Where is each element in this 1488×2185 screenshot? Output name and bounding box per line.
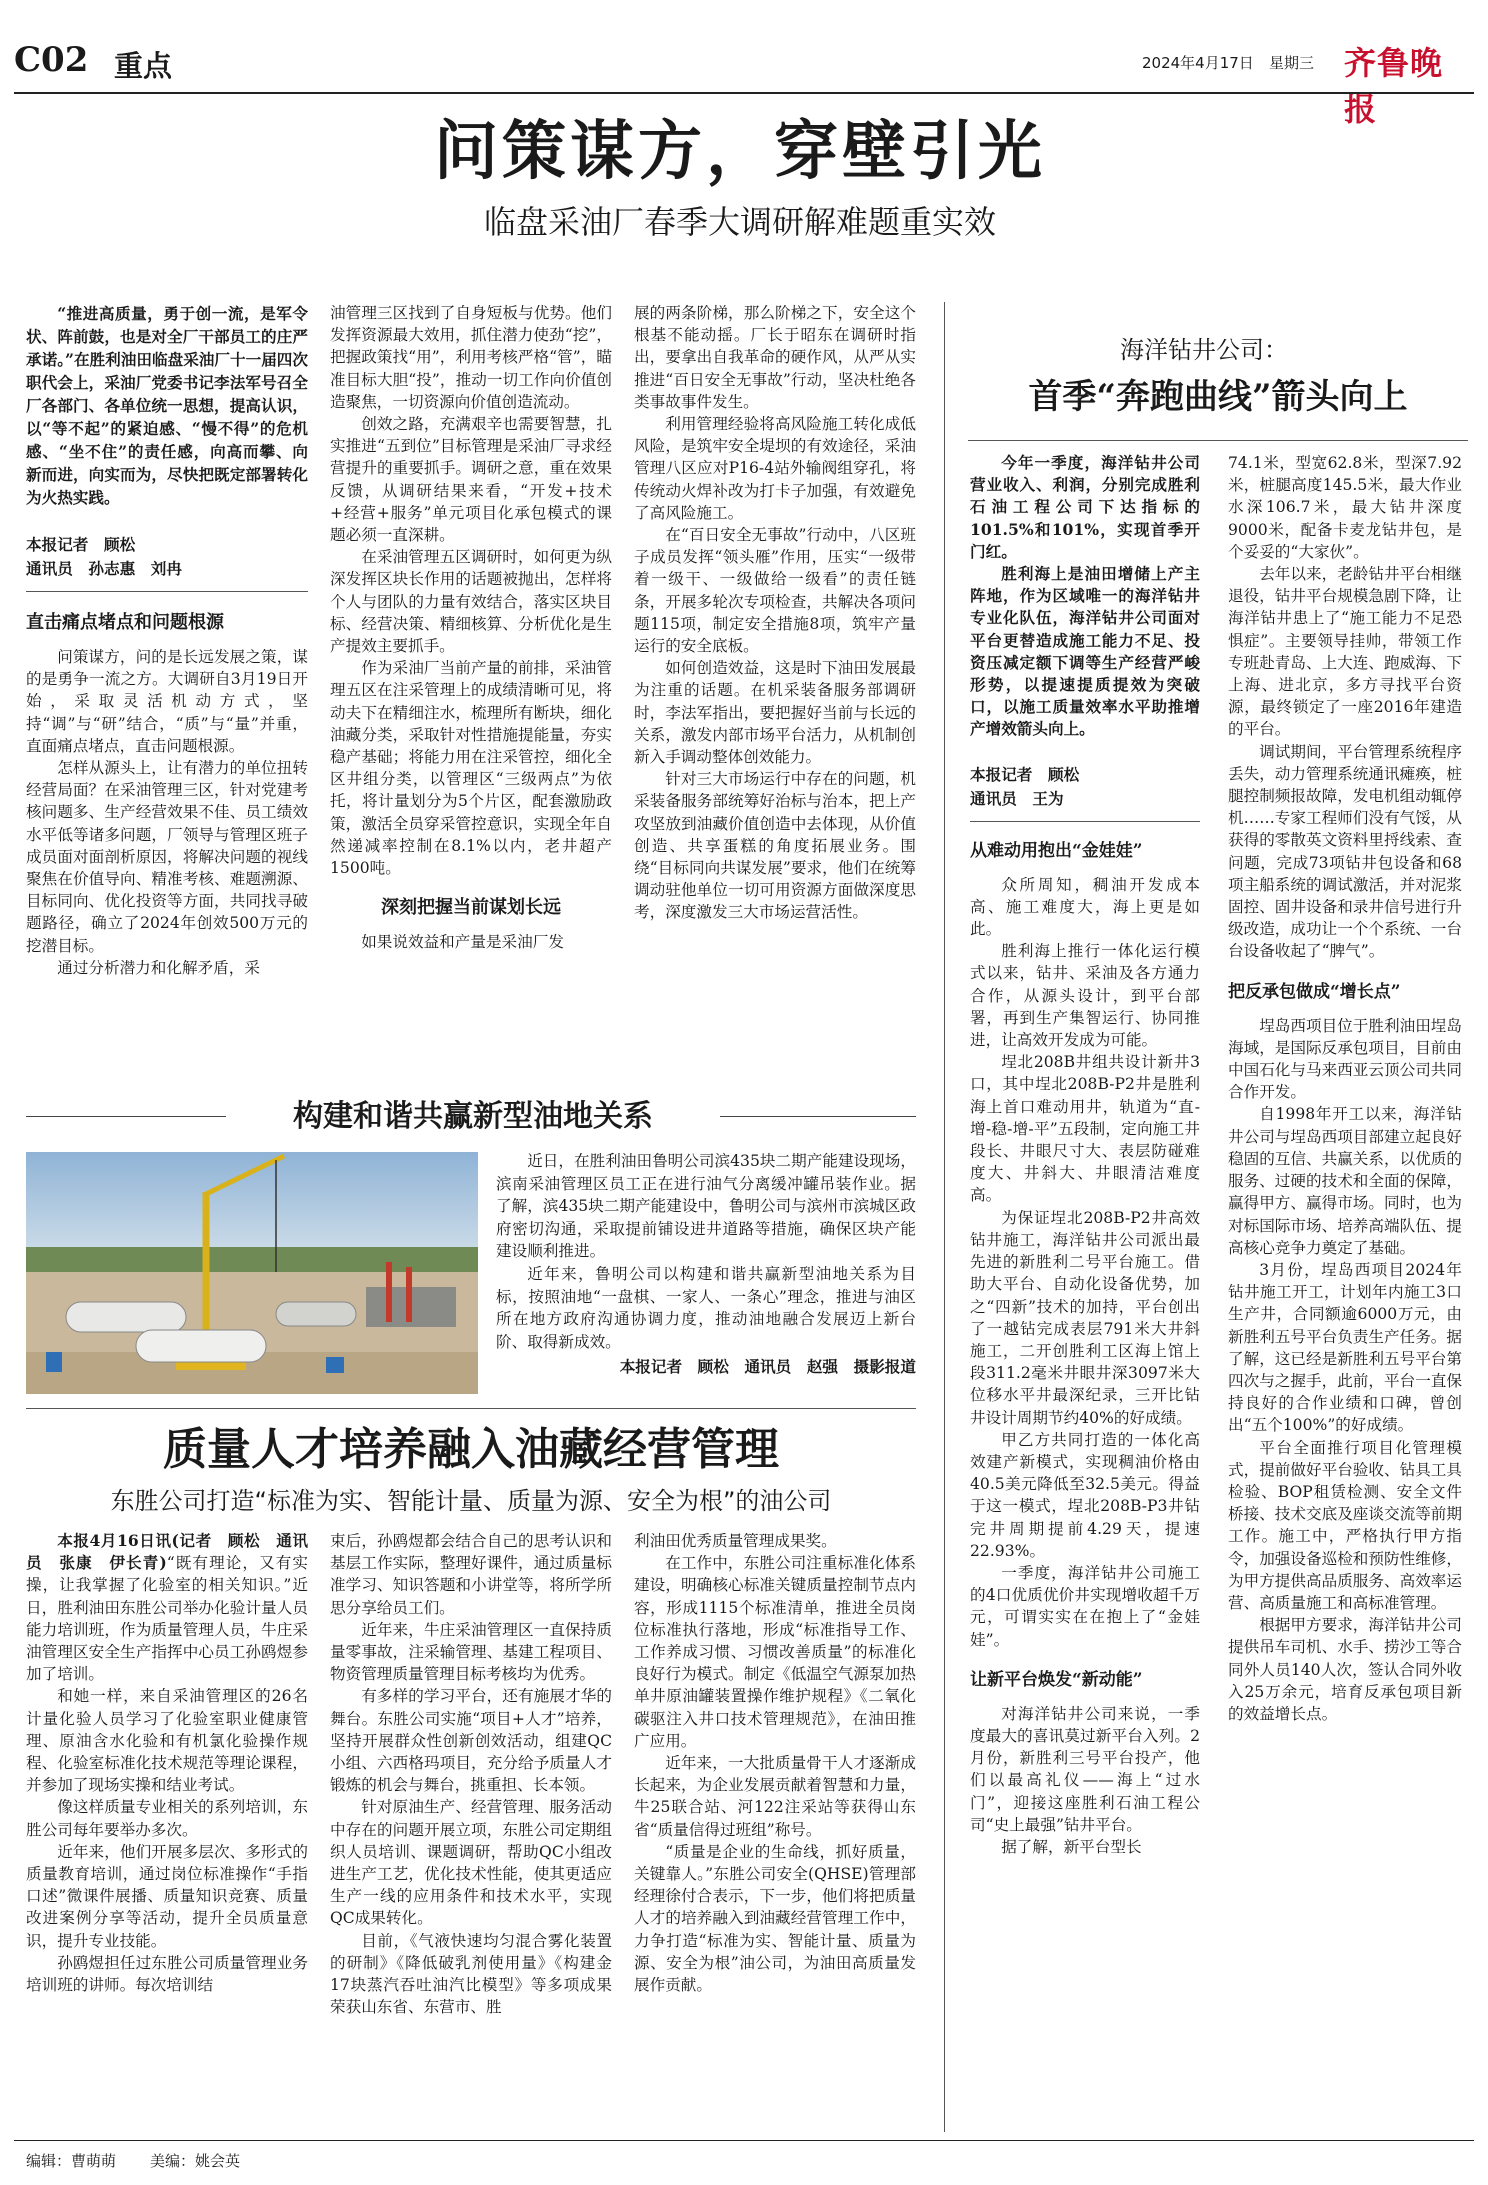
main-col2-para: 在采油管理五区调研时，如何更为纵深发挥区块长作用的话题被抛出，怎样将个人与团队的力量有效结合，落实区块目标、经营决策、精细核算、分析优化是生产提效主要抓手。	[330, 548, 612, 656]
ocean-col-a-para: 一季度，海洋钻井公司施工的4口优质优价井实现增收超千万元，可谓实实在在抱上了“金娃娃”。	[970, 1563, 1200, 1649]
ocean-col-a-para: 甲乙方共同打造的一体化高效建产新模式，实现稠油价格由40.5美元降低至32.5美元。得益于这一模式，埕北208B-P3井钻完井周期提前4.29天，提速22.93%。	[970, 1430, 1200, 1560]
ocean-section-3-title: 把反承包做成“增长点”	[1228, 981, 1401, 1002]
main-lead: “推进高质量，勇于创一流，是军令状、阵前鼓，也是对全厂干部员工的庄严承诺。”在胜利油田临盘采油厂十一届四次职代会上，采油厂党委书记李法军号召全厂各部门、各单位统一思想，提高认识，以“等不起”的紧迫感、“慢不得”的危机感、“坐不住”的责任感，向高而攀、向新而进，向实而为，尽快把既定部署转化为火热实践。	[26, 304, 308, 507]
footer-art-editor: 美编：姚会英	[150, 2152, 241, 2170]
quality-col2-para: 近年来，牛庄采油管理区一直保持质量零事故，注采输管理、基建工程项目、物资管理质量管理目标考核均为优秀。	[330, 1620, 612, 1684]
ocean-byline-reporter: 本报记者 顾松	[970, 764, 1080, 784]
page-code: C02	[14, 40, 89, 80]
harmony-para: 近年来，鲁明公司以构建和谐共赢新型油地关系为目标，按照油地“一盘棋、一家人、一条心”理念，推进与油区所在地方政府沟通协调力度，推动油地融合发展迈上新台阶、取得新成效。	[496, 1264, 916, 1351]
oilfield-construction-photo	[26, 1152, 478, 1394]
column-divider	[944, 302, 945, 2132]
quality-col-2	[330, 1530, 612, 2125]
main-byline-reporter: 本报记者 顾松	[26, 535, 136, 554]
quality-subtitle: 东胜公司打造“标准为实、智能计量、质量为源、安全为根”的油公司	[110, 1487, 832, 1515]
main-col3-para: 利用管理经验将高风险施工转化成低风险，是筑牢安全堤坝的有效途径，采油管理八区应对P16-4站外输阀组穿孔，将传统动火焊补改为打卡子加强，有效避免了高风险施工。	[634, 415, 916, 522]
quality-col2-para: 有多样的学习平台，还有施展才华的舞台。东胜公司实施“项目+人才”培养，坚持开展群众性创新创效活动，组建QC小组、六西格玛项目，充分给予质量人才锻炼的机会与舞台，挑重担、长本领。	[330, 1687, 612, 1795]
main-section-2-title: 深刻把握当前谋划长远	[381, 897, 561, 919]
ocean-col-a-tail: 对海洋钻井公司来说，一季度最大的喜讯莫过新平台入列。2月份，新胜利三号平台投产，他们以最高礼仪——海上“过水门”，迎接这座胜利石油工程公司“史上最强”钻井平台。	[970, 1704, 1200, 1834]
quality-col2-para: 束后，孙鸥煜都会结合自己的思考认识和基层工作实际，整理好课件，通过质量标准学习、知识答题和小讲堂等，将所学所思分享给员工们。	[330, 1532, 612, 1617]
main-section-1-title: 直击痛点堵点和问题根源	[26, 612, 224, 633]
quality-col3-para: 在工作中，东胜公司注重标准化体系建设，明确核心标准关键质量控制节点内容，形成1115个标准清单，推进全员岗位标准执行落地，形成“标准指导工作、工作养成习惯、习惯改善质量”的标准化良好行为模式。制定《低温空气源泵加热单井原油罐装置操作维护规程》《二氧化碳驱注入井口技术管理规范》，在油田推广应用。	[634, 1554, 916, 1750]
main-col3-para: 如何创造效益，这是时下油田发展最为注重的话题。在机采装备服务部调研时，李法军指出，要把握好当前与长远的关系，激发内部市场平台活力，从机制创新入手调动整体创效能力。	[634, 659, 916, 767]
main-col-3	[634, 302, 916, 1132]
ocean-col-b-para: 去年以来，老龄钻井平台相继退役，钻井平台规模急剧下降，让海洋钻井患上了“施工能力不足恐惧症”。主要领导挂帅，带领工作专班赴青岛、上大连、跑威海、下上海、进北京，多方寻找平台资源，最终锁定了一座2016年建造的平台。	[1228, 565, 1462, 739]
quality-col2-para: 针对原油生产、经营管理、服务活动中存在的问题开展立项，东胜公司定期组织人员培训、课题调研，帮助QC小组改进生产工艺，优化技术性能，使其更适应生产一线的应用条件和技术水平，实现QC成果转化。	[330, 1798, 612, 1928]
ocean-col-a-para: 为保证埕北208B-P2井高效钻井施工，海洋钻井公司派出最先进的新胜利二号平台施工。借助大平台、自动化设备优势，加之“四新”技术的加持，平台创出了一越钻完成表层791米大井斜施工，二开创胜利工区海上馆上段311.2毫米井眼井深3097米大位移水平井最深纪录，三开比钻井设计周期节约40%的好成绩。	[970, 1208, 1200, 1427]
ocean-lead: 今年一季度，海洋钻井公司营业收入、利润，分别完成胜利石油工程公司下达指标的101.5%和101%，实现首季开门红。	[970, 453, 1200, 561]
quality-lead-rest: “既有理论，又有实操，让我掌握了化验室的相关知识。”近日，胜利油田东胜公司举办化验计量人员能力培训班，作为质量管理人员，牛庄采油管理区安全生产指挥中心员工孙鸥煜参加了培训。	[26, 1554, 308, 1684]
ocean-col-a-tail: 据了解，新平台型长	[1001, 1837, 1142, 1856]
harmony-rule-right	[720, 1116, 916, 1117]
quality-top-rule	[26, 1408, 916, 1409]
main-col-2	[330, 302, 612, 1132]
ocean-col-b-tail: 根据甲方要求，海洋钻井公司提供吊车司机、水手、捞沙工等合同外人员140人次，签认合同外收入25万余元，培育反承包项目新的效益增长点。	[1228, 1616, 1462, 1723]
quality-col3-para: 利油田优秀质量管理成果奖。	[634, 1532, 837, 1550]
ocean-byline-correspondent: 通讯员 王为	[970, 788, 1064, 808]
main-col-1	[26, 302, 308, 1132]
main-title: 问策谋方，穿壁引光	[434, 114, 1046, 189]
section-label: 重点	[114, 49, 173, 83]
ocean-col-a-para: 胜利海上推行一体化运行模式以来，钻井、采油及各方通力合作，从源头设计，到平台部署，再到生产集智运行、协同推进，让高效开发成为可能。	[970, 942, 1200, 1050]
main-col3-para: 针对三大市场运行中存在的问题，机采装备服务部统筹好治标与治本，把上产攻坚放到油藏价值创造中去体现，从价值创造、共享蛋糕的角度拓展业务。围绕“目标同向共谋发展”要求，他们在统筹调动驻他单位一切可用资源方面做深度思考，深度激发三大市场运营活性。	[634, 770, 916, 922]
quality-col1-para: 和她一样，来自采油管理区的26名计量化验人员学习了化验室职业健康管理、原油含水化验和有机氯化验操作规程、化验室标准化技术规范等理论课程，并参加了现场实操和结业考试。	[26, 1687, 308, 1795]
main-subtitle: 临盘采油厂春季大调研解难题重实效	[483, 203, 996, 241]
quality-col3-para: “质量是企业的生命线，抓好质量，关键靠人。”东胜公司安全(QHSE)管理部经理徐付合表示，下一步，他们将把质量人才的培养融入到油藏经营管理工作中，力争打造“标准为实、智能计量、质量为源、安全为根”油公司，为油田高质量发展作贡献。	[634, 1842, 916, 1995]
footer-editor: 编辑：曹萌萌	[26, 2152, 117, 2170]
quality-dateline: 本报4月16日讯(记者 顾松 通讯员 张康 伊长青)	[26, 1531, 308, 1573]
ocean-kicker: 海洋钻井公司：	[1120, 336, 1288, 364]
main-col2-tail: 如果说效益和产量是采油厂发	[361, 933, 564, 952]
ocean-col-b-tail: 自1998年开工以来，海洋钻井公司与埕岛西项目部建立起良好稳固的互信、共赢关系，以优质的服务、过硬的技术和全面的保障，赢得甲方、赢得市场。同时，也为对标国际市场、培养高端队伍、提高核心竞争力奠定了基础。	[1228, 1105, 1462, 1257]
harmony-title: 构建和谐共赢新型油地关系	[293, 1099, 653, 1134]
ocean-col-b	[1228, 452, 1462, 2132]
ocean-title-rule	[968, 440, 1468, 441]
page-header	[14, 30, 1474, 128]
quality-col3-para: 近年来，一大批质量骨干人才逐渐成长起来，为企业发展贡献着智慧和力量，牛25联合站、河122注采站等获得山东省“质量信得过班组”称号。	[634, 1754, 916, 1839]
issue-date: 2024年4月17日	[1142, 54, 1254, 72]
paper-logo: 齐鲁晚报	[1344, 44, 1444, 128]
ocean-section-1-title: 从难动用抱出“金娃娃”	[970, 840, 1143, 861]
ocean-lead-2: 胜利海上是油田增储上产主阵地，作为区域唯一的海洋钻井专业化队伍，海洋钻井公司面对平台更替造成施工能力不足、投资压减定额下调等生产经营严峻形势，以提速提质提效为突破口，以施工质量效率水平助推增产增效箭头向上。	[970, 564, 1200, 739]
main-col1-para: 怎样从源头上，让有潜力的单位扭转经营局面？在采油管理三区，针对党建考核问题多、生产经营效果不佳、员工绩效水平低等诸多问题，厂领导与管理区班子成员面对面剖析原因，将解决问题的视线聚焦在价值导向、精准考核、难题溯源、目标同向、优化投资等方面，共同找寻破题路径，确立了2024年创效500万元的挖潜目标。	[26, 759, 308, 955]
quality-col-3	[634, 1530, 916, 2125]
quality-col1-para: 近年来，他们开展多层次、多形式的质量教育培训，通过岗位标准操作“手指口述”微课件展播、质量知识竞赛、质量改进案例分享等活动，提升全员质量意识，提升专业技能。	[26, 1842, 308, 1950]
quality-col2-para: 目前，《气液快速均匀混合雾化装置的研制》《降低破乳剂使用量》《构建金17块蒸汽吞吐油汽比模型》等多项成果荣获山东省、东营市、胜	[330, 1931, 612, 2017]
ocean-section-2-title: 让新平台焕发“新动能”	[970, 1669, 1143, 1690]
footer-rule	[14, 2140, 1474, 2141]
ocean-title: 首季“奔跑曲线”箭头向上	[1028, 377, 1408, 417]
ocean-col-a-para: 众所周知，稠油开发成本高、施工难度大，海上更是如此。	[970, 875, 1200, 939]
quality-col1-para: 像这样质量专业相关的系列培训，东胜公司每年要举办多次。	[26, 1798, 308, 1839]
harmony-rule-left	[26, 1116, 226, 1117]
ocean-col-a-para: 埕北208B井组共设计新井3口，其中埕北208B-P2井是胜利海上首口难动用井，轨道为“直-增-稳-增-平”五段制，定向施工井段长、井眼尺寸大、表层防碰难度大、井斜大、井眼清洁难度高。	[970, 1053, 1200, 1205]
harmony-para: 近日，在胜利油田鲁明公司滨435块二期产能建设现场，滨南采油管理区员工正在进行油气分离缓冲罐吊装作业。据了解，滨435块二期产能建设中，鲁明公司与滨州市滨城区政府密切沟通，采取提前铺设进井道路等措施，确保区块产能建设顺利推进。	[496, 1152, 916, 1261]
main-col2-para: 油管理三区找到了自身短板与优势。他们发挥资源最大效用，抓住潜力使劲“挖”，把握政策找“用”，利用考核严格“管”，瞄准目标大胆“投”，推动一切工作向价值创造聚焦，一切资源向价值创造流动。	[330, 304, 612, 411]
main-col2-para: 作为采油厂当前产量的前排，采油管理五区在注采管理上的成绩清晰可见，将动夫下在精细注水，梳理所有断块，细化油藏分类，采取针对性措施提能量，夯实稳产基础；将能力用在注采管控，细化全区井组分类，以管理区“三级两点”为依托，将计量划分为5个片区，配套激励政策，激活全员穿采管控意识，实现全年自然递减率控制在8.1%以内，老井超产1500吨。	[330, 659, 612, 878]
ocean-col-b-tail: 3月份，埕岛西项目2024年钻井施工开工，计划年内施工3口生产井，合同额逾6000万元，由新胜利五号平台负责生产任务。据了解，这已经是新胜利五号平台第四次与之握手，此前，平台一直保持良好的合作业绩和口碑，曾创出“五个100%”的好成绩。	[1228, 1260, 1462, 1435]
harmony-credit: 本报记者 顾松 通讯员 赵强 摄影报道	[619, 1357, 916, 1377]
harmony-body	[496, 1150, 916, 1395]
quality-title: 质量人才培养融入油藏经营管理	[163, 1424, 779, 1475]
main-col2-para: 创效之路，充满艰辛也需要智慧，扎实推进“五到位”目标管理是采油厂寻求经营提升的重要抓手。调研之意，重在效果反馈，从调研结果来看，“开发+技术+经营+服务”单元项目化承包模式的课题必须一直深耕。	[330, 415, 612, 545]
ocean-col-b-para: 74.1米，型宽62.8米，型深7.92米，桩腿高度145.5米，最大作业水深106.7米，最大钻井深度9000米，配备卡麦龙钻井包，是个妥妥的“大家伙”。	[1228, 454, 1462, 561]
ocean-col-b-para: 调试期间，平台管理系统程序丢失，动力管理系统通讯瘫痪，桩腿控制频报故障，发电机组动辄停机……专家工程师们没有气馁，从获得的零散英文资料里捋线索、查问题，完成73项钻井包设备和68项主船系统的调试激活，并对泥浆固控、固井设备和录井信号进行升级改造，成功让一个个系统、一台台设备收起了“脾气”。	[1228, 742, 1462, 961]
header-rule	[14, 92, 1474, 94]
issue-weekday: 星期三	[1269, 54, 1315, 72]
main-col1-para: 通过分析潜力和化解矛盾，采	[57, 958, 260, 977]
main-byline-correspondent: 通讯员 孙志惠 刘冉	[26, 559, 182, 578]
ocean-col-b-tail: 平台全面推行项目化管理模式，提前做好平台验收、钻具工具检验、BOP租赁检测、安全文件桥接、技术交底及座谈交流等前期工作。施工中，严格执行甲方指令，加强设备巡检和预防性维修，为甲方提供高品质服务、高效率运营、高质量施工和高标准管理。	[1228, 1438, 1462, 1612]
ocean-col-a	[970, 452, 1200, 2132]
main-col1-para: 问策谋方，问的是长远发展之策，谋的是勇争一流之方。大调研自3月19日开始，采取灵活机动方式，坚持“调”与“研”结合，“质”与“量”并重，直面痛点堵点，直击问题根源。	[26, 648, 308, 755]
quality-col1-para: 孙鸥煜担任过东胜公司质量管理业务培训班的讲师。每次培训结	[26, 1953, 308, 1995]
main-col3-para: 在“百日安全无事故”行动中，八区班子成员发挥“领头雁”作用，压实“一级带着一级干、一级做给一级看”的责任链条，开展多轮次专项检查，共解决各项问题115项，制定安全措施8项，筑牢产量运行的安全底板。	[634, 526, 916, 656]
ocean-col-b-tail: 埕岛西项目位于胜利油田埕岛海域，是国际反承包项目，目前由中国石化与马来西亚云顶公司共同合作开发。	[1228, 1016, 1462, 1102]
main-col3-para: 展的两条阶梯，那么阶梯之下，安全这个根基不能动摇。厂长于昭东在调研时指出，要拿出自我革命的硬作风，从严从实推进“百日安全无事故”行动，坚决杜绝各类事故事件发生。	[634, 304, 916, 411]
quality-col-1	[26, 1530, 308, 2125]
